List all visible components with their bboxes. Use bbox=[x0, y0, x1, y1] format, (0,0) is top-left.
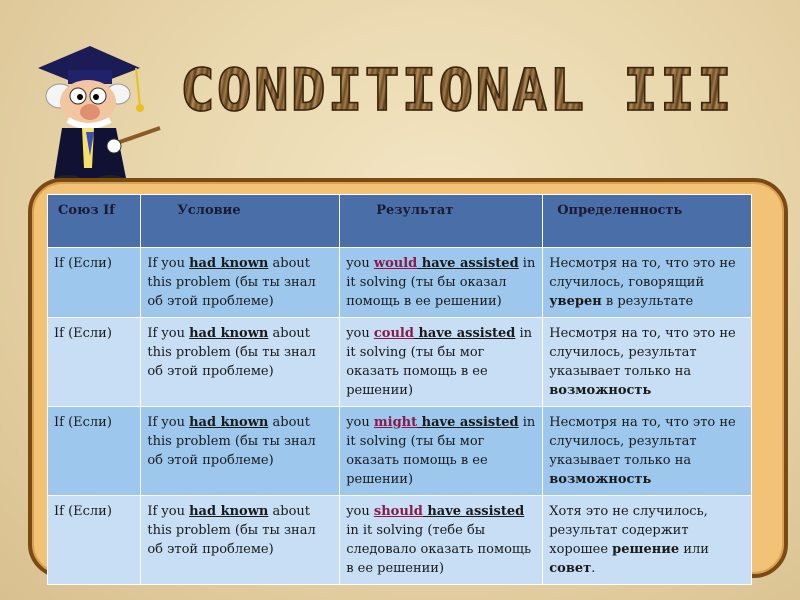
cell-certainty: Несмотря на то, что это не случилось, говорящий уверен в результате bbox=[543, 248, 752, 318]
professor-mascot-illustration bbox=[28, 28, 168, 188]
header-conjunction: Союз If bbox=[48, 195, 141, 248]
table-header-row bbox=[48, 195, 752, 248]
cell-result: you might have assisted in it solving (ты бы мог оказать помощь в ее решении) bbox=[340, 407, 543, 496]
cell-certainty: Несмотря на то, что это не случилось, результат указывает только на возможность bbox=[543, 318, 752, 407]
table-row bbox=[48, 496, 752, 585]
cell-condition: If you had known about this problem (бы ты знал об этой проблеме) bbox=[141, 248, 340, 318]
table-row bbox=[48, 318, 752, 407]
table-row bbox=[48, 407, 752, 496]
table-row bbox=[48, 248, 752, 318]
cell-conjunction: If (Если) bbox=[48, 407, 141, 496]
cell-result: you could have assisted in it solving (ты бы мог оказать помощь в ее решении) bbox=[340, 318, 543, 407]
page-title: CONDITIONAL III bbox=[180, 55, 760, 125]
cell-condition: If you had known about this problem (бы ты знал об этой проблеме) bbox=[141, 496, 340, 585]
cell-conjunction: If (Если) bbox=[48, 496, 141, 585]
cell-conjunction: If (Если) bbox=[48, 248, 141, 318]
cell-condition: If you had known about this problem (бы ты знал об этой проблеме) bbox=[141, 318, 340, 407]
header-condition: Условие bbox=[141, 195, 340, 248]
cell-result: you should have assisted in it solving (тебе бы следовало оказать помощь в ее решении) bbox=[340, 496, 543, 585]
title-banner bbox=[180, 55, 760, 125]
header-certainty: Определенность bbox=[543, 195, 752, 248]
header-result: Результат bbox=[340, 195, 543, 248]
cell-result: you would have assisted in it solving (ты бы оказал помощь в ее решении) bbox=[340, 248, 543, 318]
cell-condition: If you had known about this problem (бы ты знал об этой проблеме) bbox=[141, 407, 340, 496]
cell-certainty: Несмотря на то, что это не случилось, результат указывает только на возможность bbox=[543, 407, 752, 496]
cell-certainty: Хотя это не случилось, результат содержит хорошее решение или совет. bbox=[543, 496, 752, 585]
cell-conjunction: If (Если) bbox=[48, 318, 141, 407]
conditional-table bbox=[47, 194, 752, 585]
